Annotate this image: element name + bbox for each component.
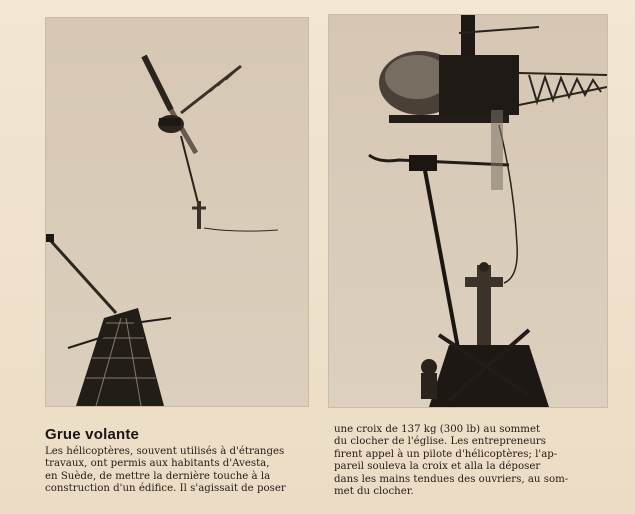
helicopter-scene-right <box>329 15 607 407</box>
article-title: Grue volante <box>45 426 140 443</box>
right-column-line: une croix de 137 kg (300 lb) au sommet <box>334 424 541 435</box>
helicopter-scene-left <box>46 18 308 406</box>
right-column-line: du clocher de l'église. Les entrepreneurs <box>334 436 546 448</box>
photo-helicopter-approaching <box>45 17 309 407</box>
right-column-line: met du clocher. <box>334 486 414 498</box>
photo-cross-delivery <box>328 14 608 408</box>
left-column-line: Les hélicoptères, souvent utilisés à d'étranges <box>45 446 285 457</box>
article-text-left-column <box>45 446 318 496</box>
left-column-line: construction d'un édifice. Il s'agissait de poser <box>45 483 286 495</box>
right-column-line: pareil souleva la croix et alla la déposer <box>334 461 541 473</box>
left-column-line: travaux, ont permis aux habitants d'Avesta, <box>45 458 270 470</box>
right-column-line: firent appel à un pilote d'hélicoptères; l'ap- <box>334 448 558 460</box>
article-text-right-column <box>334 424 604 498</box>
left-column-line: en Suède, de mettre la dernière touche à la <box>45 470 271 482</box>
right-column-line: dans les mains tendues des ouvriers, au som- <box>334 473 569 485</box>
